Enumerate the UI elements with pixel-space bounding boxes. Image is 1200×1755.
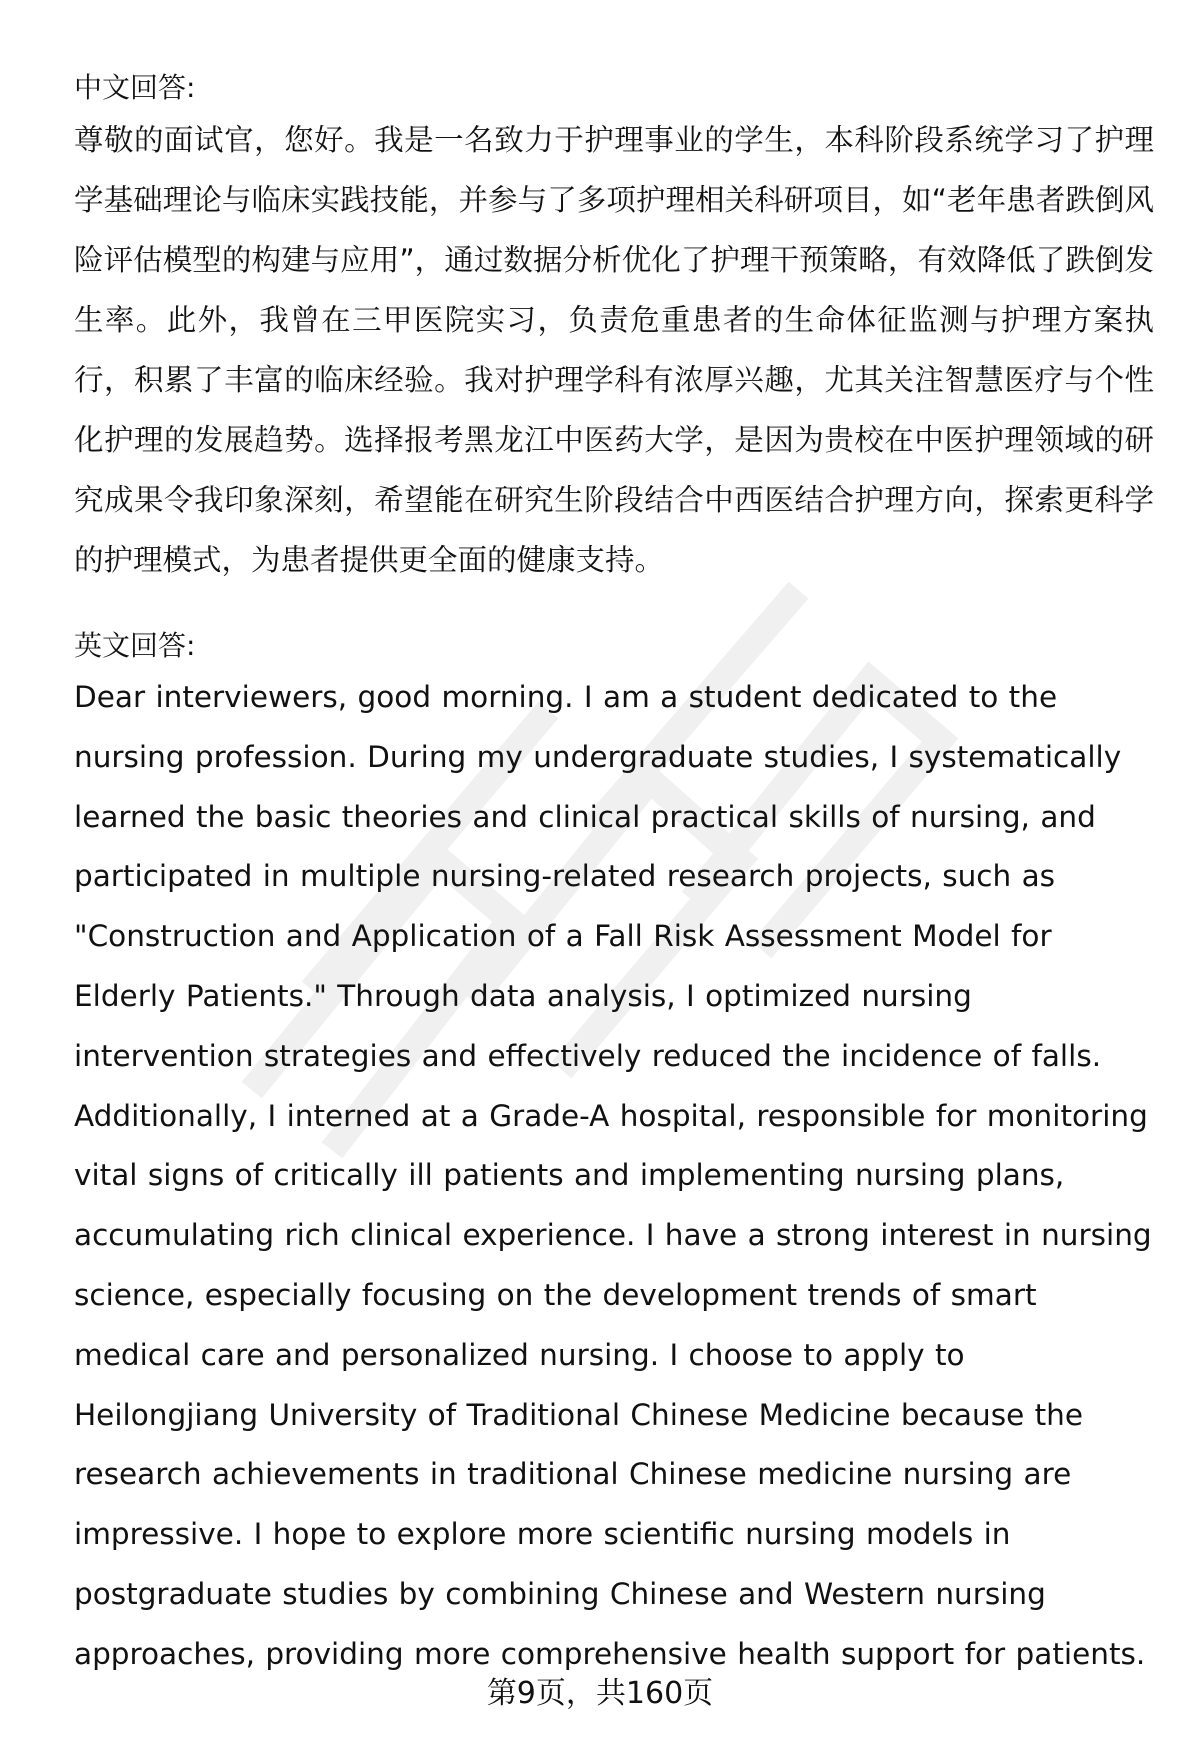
page-number-footer: 第9页，共160页 <box>486 1676 714 1711</box>
chinese-answer-heading: 中文回答: <box>74 71 196 104</box>
chinese-answer-body: 尊敬的面试官，您好。我是一名致力于护理事业的学生，本科阶段系统学习了护理学基础理论与临床实践技能，并参与了多项护理相关科研项目，如“老年患者跌倒风险评估模型的构建与应用”，通过数据分析优化了护理干预策略，有效降低了跌倒发生率。此外，我曾在三甲医院实习，负责危重患者的生命体征监测与护理方案执行，积累了丰富的临床经验。我对护理学科有浓厚兴趣，尤其关注智慧医疗与个性化护理的发展趋势。选择报考黑龙江中医药大学，是因为贵校在中医护理领域的研究成果令我印象深刻，希望能在研究生阶段结合中西医结合护理方向，探索更科学的护理模式，为患者提供更全面的健康支持。 <box>74 123 1154 577</box>
document-content <box>74 66 1154 1685</box>
english-answer-heading: 英文回答: <box>74 629 196 662</box>
section-gap <box>74 590 1154 624</box>
english-answer-body: Dear interviewers, good morning. I am a student dedicated to the nursing profession. During my undergraduate studies, I systematically learned the basic theories and clinical practical skills of nursing, and participated in multiple nursing-related research projects, such as "Construction and Application of a Fall Risk Assessment Model for Elderly Patients." Through data analysis, I optimized nursing intervention strategies and effectively reduced the incidence of falls. Additionally, I interned at a Grade-A hospital, responsible for monitoring vital signs of critically ill patients and implementing nursing plans, accumulating rich clinical experience. I have a strong interest in nursing science, especially focusing on the development trends of smart medical care and personalized nursing. I choose to apply to Heilongjiang University of Traditional Chinese Medicine because the research achievements in traditional Chinese medicine nursing are impressive. I hope to explore more scientific nursing models in postgraduate studies by combining Chinese and Western nursing approaches, providing more comprehensive health support for patients. <box>74 680 1152 1671</box>
